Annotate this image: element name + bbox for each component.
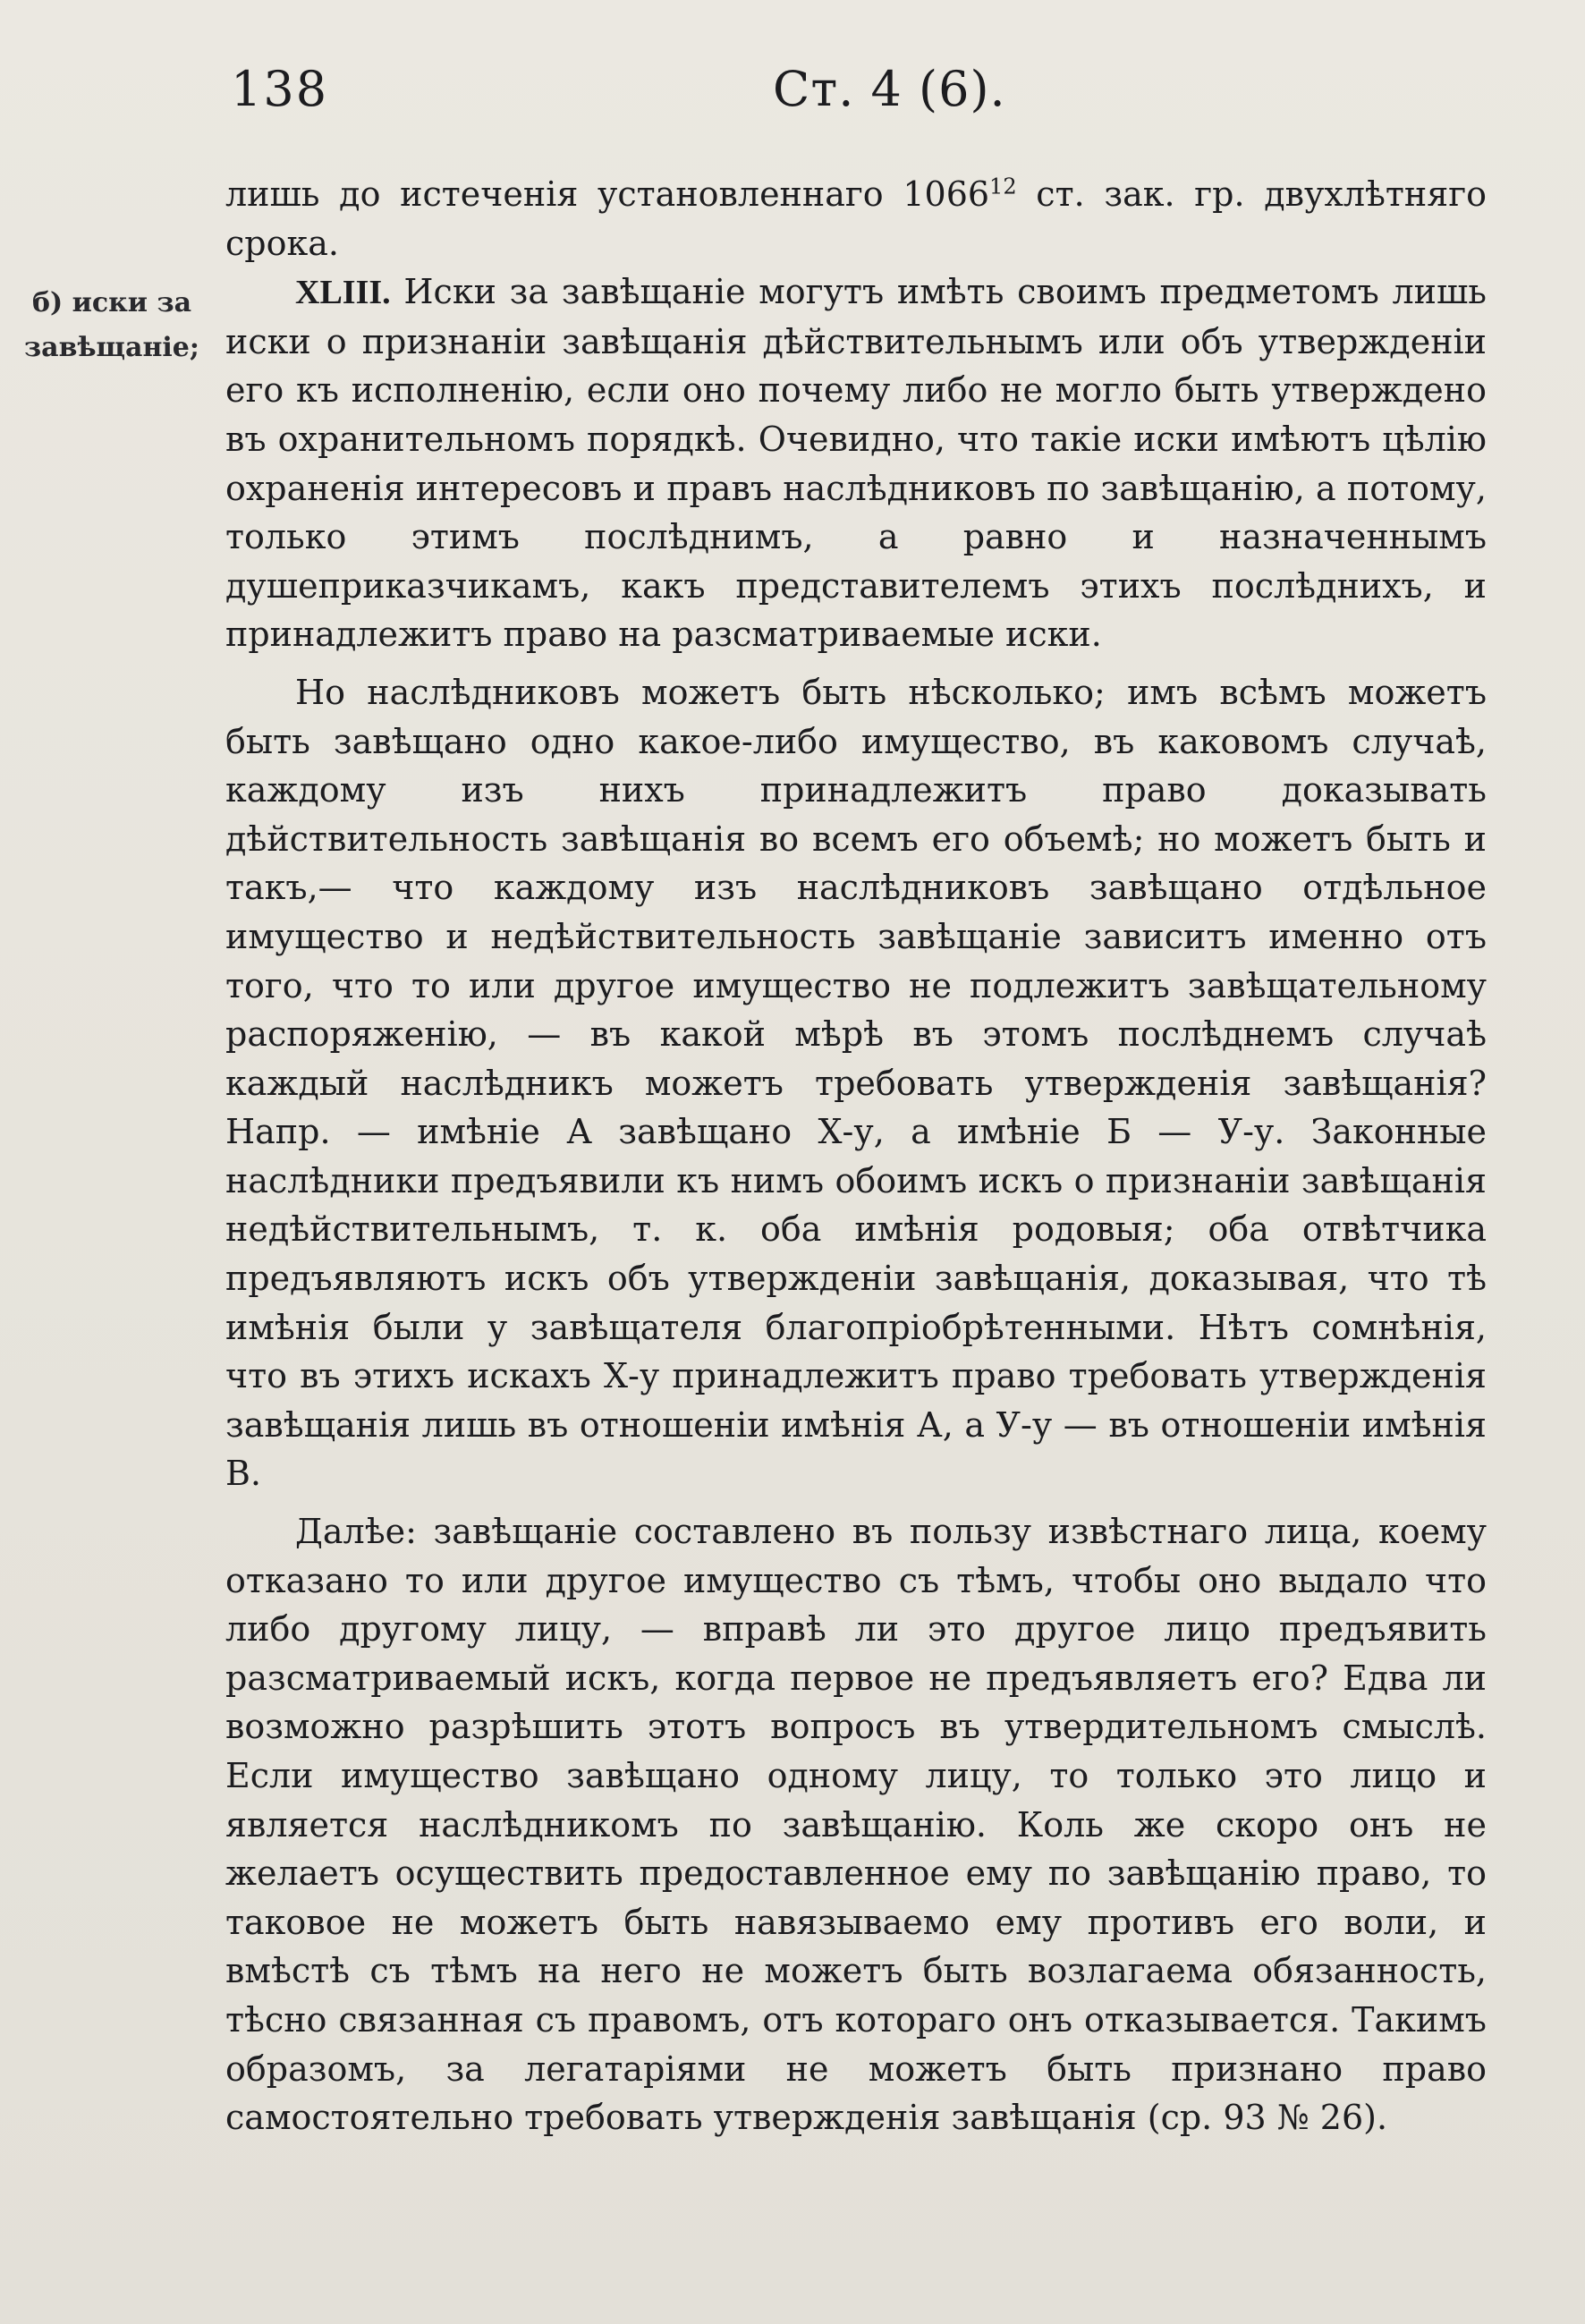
- paragraph-text: ст. зак. гр. двухлѣтняго срока.: [225, 174, 1487, 263]
- paragraph-text: Иски за завѣщаніе могутъ имѣть своимъ предметомъ лишь иски о признаніи завѣщанія дѣйствительнымъ или объ утвержденіи его къ исполненію, если оно почему либо не могло быть утверждено въ охранительномъ порядкѣ. Очевидно, что такіе иски имѣютъ цѣлію охраненія интересовъ и правъ наслѣдниковъ по завѣщанію, а потому, только этимъ послѣднимъ, а равно и назначеннымъ душеприказчикамъ, какъ представителемъ этихъ послѣднихъ, и принадлежитъ право на разсматриваемые иски.: [225, 272, 1487, 655]
- paragraph: Далѣе: завѣщаніе составлено въ пользу извѣстнаго лица, коему отказано то или другое имущество съ тѣмъ, чтобы оно выдало что либо другому лицу, — вправѣ ли это другое лицо предъявить разсматриваемый искъ, когда первое не предъявляетъ его? Едва ли возможно разрѣшить этотъ вопросъ въ утвердительномъ смыслѣ. Если имущество завѣщано одному лицу, то только это лицо и является наслѣдникомъ по завѣщанію. Коль же скоро онъ не желаетъ осуществить предоставленное ему по завѣщанію право, то таковое не можетъ быть навязываемо ему противъ его воли, и вмѣстѣ съ тѣмъ на него не можетъ быть возлагаема обязанность, тѣсно связанная съ правомъ, отъ котораго онъ отказывается. Такимъ образомъ, за легатаріями не можетъ быть признано право самостоятельно требовать утвержденія завѣщанія (ср. 93 № 26).: [225, 1512, 1487, 2138]
- margin-note: б) иски за завѣщаніе;: [24, 287, 199, 363]
- paragraph-text: лишь до истеченія установленнаго 1066: [225, 174, 990, 214]
- paragraph-section-xliii: [225, 267, 1487, 659]
- paragraph-continuation: [225, 170, 1487, 267]
- page-header: [0, 61, 1585, 132]
- paragraph: Но наслѣдниковъ можетъ быть нѣсколько; имъ всѣмъ можетъ быть завѣщано одно какое-либо имущество, въ каковомъ случаѣ, каждому изъ нихъ принадлежитъ право доказывать дѣйствительность завѣщанія во всемъ его объемѣ; но можетъ быть и такъ,— что каждому изъ наслѣдниковъ завѣщано отдѣльное имущество и недѣйствительность завѣщаніе зависитъ именно отъ того, что то или другое имущество не подлежитъ завѣщательному распоряженію, — въ какой мѣрѣ въ этомъ послѣднемъ случаѣ каждый наслѣдникъ можетъ требовать утвержденія завѣщанія? Напр. — имѣніе А завѣщано Х-у, а имѣніе Б — У-у. Законные наслѣдники предъявили къ нимъ обоимъ искъ о признаніи завѣщанія недѣйствительнымъ, т. к. оба имѣнія родовыя; оба отвѣтчика предъявляютъ искъ объ утвержденіи завѣщанія, доказывая, что тѣ имѣнія были у завѣщателя благопріобрѣтенными. Нѣтъ сомнѣнія, что въ этихъ искахъ Х-у принадлежитъ право требовать утвержденія завѣщанія лишь въ отношеніи имѣнія А, а У-у — въ отношеніи имѣнія В.: [225, 672, 1487, 1494]
- body-text: [225, 170, 1487, 2142]
- page-number: 138: [231, 61, 329, 117]
- running-title: Ст. 4 (6).: [773, 61, 1006, 117]
- section-number: XLIII.: [295, 274, 391, 312]
- footnote-superscript: 12: [989, 174, 1017, 199]
